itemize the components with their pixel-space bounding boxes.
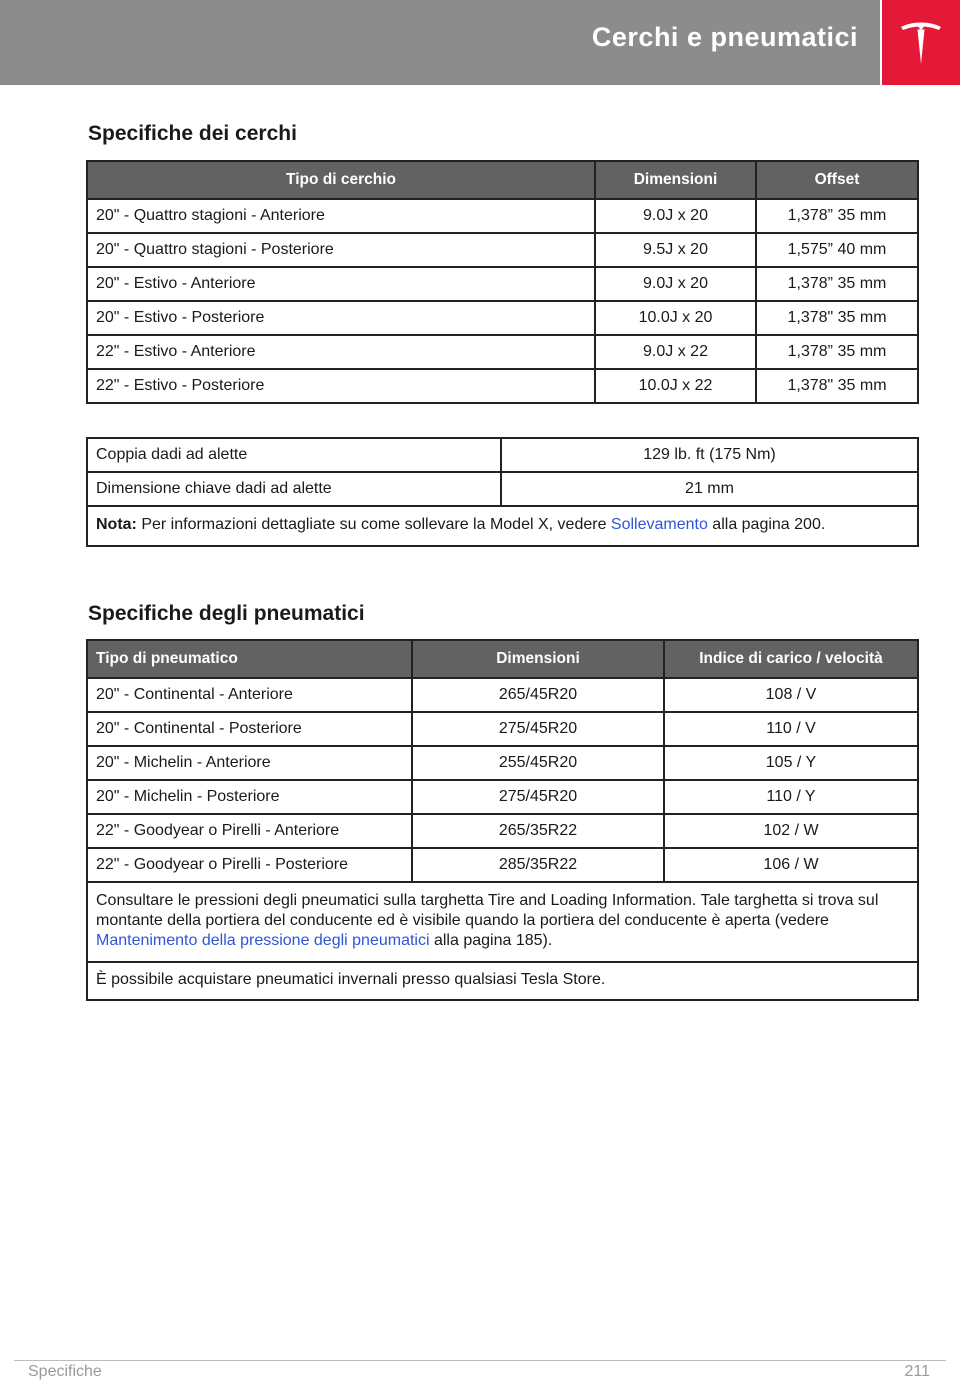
column-header: Dimensioni: [595, 161, 756, 199]
wheel-size-cell: 10.0J x 20: [595, 301, 756, 335]
wheel-type-cell: 20" - Quattro stagioni - Posteriore: [87, 233, 595, 267]
info-after-text: alla pagina 185).: [429, 932, 553, 949]
table-row: [87, 438, 918, 472]
table-row: [87, 848, 918, 882]
tire-section-title: Specifiche degli pneumatici: [88, 602, 365, 625]
table-row: [87, 712, 918, 746]
wheel-size-cell: 9.5J x 20: [595, 233, 756, 267]
tire-pressure-link[interactable]: Mantenimento della pressione degli pneumatici: [96, 932, 430, 949]
tire-index-cell: 105 / Y: [664, 746, 918, 780]
column-header: Indice di carico / velocità: [664, 640, 918, 678]
note-label: Nota:: [96, 516, 137, 533]
footer-page-number: 211: [904, 1363, 930, 1380]
lug-value-cell: 129 lb. ft (175 Nm): [501, 438, 918, 472]
note-text: Per informazioni dettagliate su come sollevare la Model X, vedere: [136, 516, 611, 533]
winter-tire-cell: È possibile acquistare pneumatici invernali presso qualsiasi Tesla Store.: [87, 962, 918, 1000]
sollevamento-link[interactable]: Sollevamento: [610, 516, 708, 533]
info-text: Consultare le pressioni degli pneumatici sulla targhetta Tire and Loading Information. Tale targhetta si trova sul montante della portiera del conducente ed è visibile quando la portiera del conducente è aperta (vedere: [96, 892, 879, 929]
wheel-offset-cell: 1,378” 35 mm: [756, 335, 918, 369]
wheel-offset-cell: 1,575” 40 mm: [756, 233, 918, 267]
wheel-offset-cell: 1,378" 35 mm: [756, 369, 918, 403]
wheel-type-cell: 22" - Estivo - Anteriore: [87, 335, 595, 369]
wheel-spec-table: [86, 160, 919, 404]
table-row: [87, 814, 918, 848]
tire-type-cell: 20" - Michelin - Anteriore: [87, 746, 412, 780]
wheel-offset-cell: 1,378” 35 mm: [756, 267, 918, 301]
tire-index-cell: 106 / W: [664, 848, 918, 882]
table-row: [87, 267, 918, 301]
table-row: [87, 233, 918, 267]
column-header: Tipo di pneumatico: [87, 640, 412, 678]
wheel-size-cell: 9.0J x 20: [595, 199, 756, 233]
column-header: Tipo di cerchio: [87, 161, 595, 199]
wheel-size-cell: 10.0J x 22: [595, 369, 756, 403]
tire-type-cell: 20" - Michelin - Posteriore: [87, 780, 412, 814]
wheel-type-cell: 20" - Estivo - Posteriore: [87, 301, 595, 335]
table-row: [87, 301, 918, 335]
wheel-offset-cell: 1,378” 35 mm: [756, 199, 918, 233]
tire-size-cell: 285/35R22: [412, 848, 664, 882]
lug-label-cell: Coppia dadi ad alette: [87, 438, 501, 472]
page-title: Cerchi e pneumatici: [591, 22, 858, 52]
tire-index-cell: 110 / Y: [664, 780, 918, 814]
wheel-type-cell: 20" - Estivo - Anteriore: [87, 267, 595, 301]
tire-size-cell: 255/45R20: [412, 746, 664, 780]
table-row: [87, 472, 918, 506]
table-header-row: [87, 640, 918, 678]
table-row: [87, 746, 918, 780]
column-header: Dimensioni: [412, 640, 664, 678]
tire-size-cell: 275/45R20: [412, 712, 664, 746]
lug-value-cell: 21 mm: [501, 472, 918, 506]
tire-size-cell: 265/45R20: [412, 678, 664, 712]
tire-index-cell: 102 / W: [664, 814, 918, 848]
header-bar: [0, 0, 880, 85]
info-row: [87, 962, 918, 1000]
wheel-size-cell: 9.0J x 22: [595, 335, 756, 369]
wheel-offset-cell: 1,378" 35 mm: [756, 301, 918, 335]
tire-type-cell: 22" - Goodyear o Pirelli - Anteriore: [87, 814, 412, 848]
note-cell: [87, 506, 918, 546]
tire-type-cell: 22" - Goodyear o Pirelli - Posteriore: [87, 848, 412, 882]
note-row: [87, 506, 918, 546]
wheel-type-cell: 22" - Estivo - Posteriore: [87, 369, 595, 403]
wheel-size-cell: 9.0J x 20: [595, 267, 756, 301]
footer-divider: [14, 1360, 946, 1361]
table-header-row: [87, 161, 918, 199]
table-row: [87, 780, 918, 814]
lug-label-cell: Dimensione chiave dadi ad alette: [87, 472, 501, 506]
info-row: [87, 882, 918, 962]
table-row: [87, 678, 918, 712]
tire-type-cell: 20" - Continental - Anteriore: [87, 678, 412, 712]
footer-section-name: Specifiche: [28, 1363, 102, 1380]
column-header: Offset: [756, 161, 918, 199]
tesla-logo-icon: [898, 18, 944, 68]
tire-spec-table: [86, 639, 919, 1001]
table-row: [87, 199, 918, 233]
tire-index-cell: 108 / V: [664, 678, 918, 712]
wheel-type-cell: 20" - Quattro stagioni - Anteriore: [87, 199, 595, 233]
lug-nut-table: [86, 437, 919, 547]
tire-type-cell: 20" - Continental - Posteriore: [87, 712, 412, 746]
table-row: [87, 335, 918, 369]
tire-size-cell: 275/45R20: [412, 780, 664, 814]
tire-size-cell: 265/35R22: [412, 814, 664, 848]
wheel-section-title: Specifiche dei cerchi: [88, 122, 297, 145]
tire-index-cell: 110 / V: [664, 712, 918, 746]
table-row: [87, 369, 918, 403]
note-after-text: alla pagina 200.: [707, 516, 826, 533]
tire-pressure-info-cell: [87, 882, 918, 962]
brand-logo: [882, 0, 960, 85]
